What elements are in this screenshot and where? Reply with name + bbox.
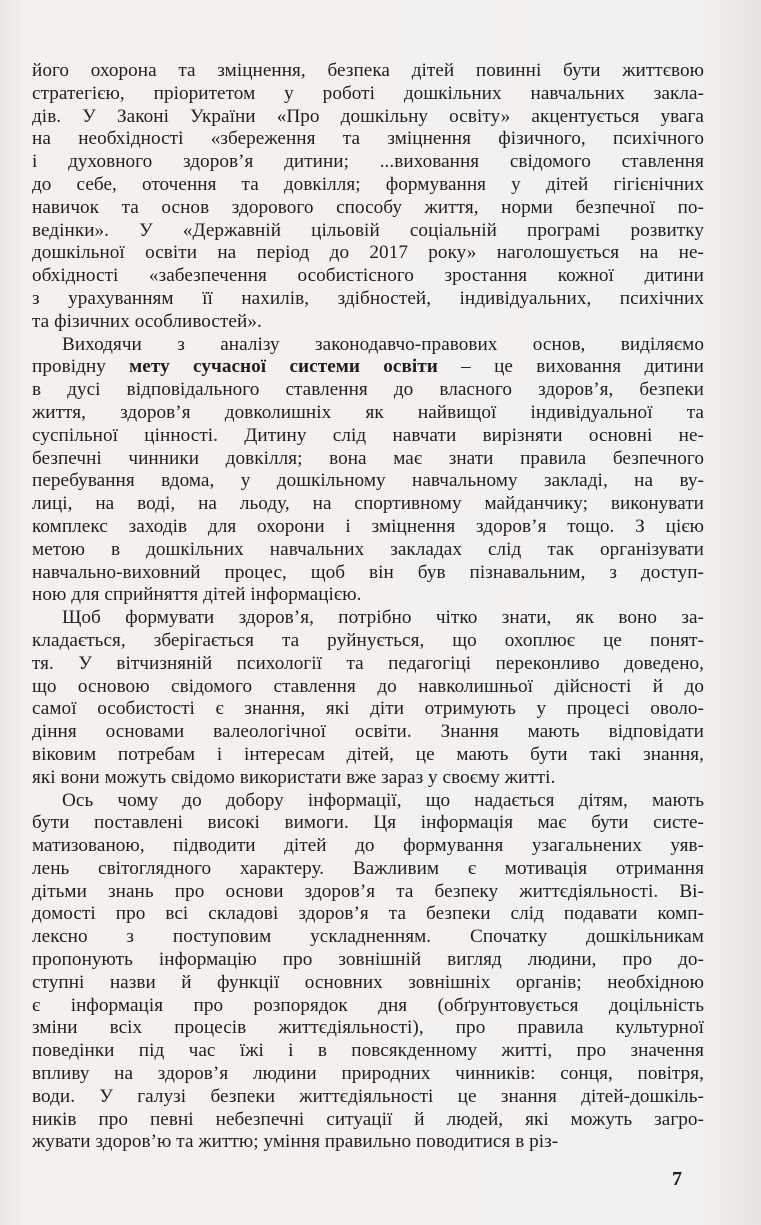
text-line: стратегією, пріоритетом у роботі дошкільних навчальних закла- xyxy=(32,82,704,104)
text-line: лиці, на воді, на льоду, на спортивному майданчику; виконувати xyxy=(32,493,704,515)
paragraph xyxy=(32,790,704,1155)
text-line: пропонують інформацію про зовнішній вигляд людини, про до- xyxy=(32,949,704,971)
text-line: лень світоглядного характеру. Важливим є мотивація отримання xyxy=(32,857,704,879)
text-line: і духовного здоров’я дитини; ...виховання свідомого ставлення xyxy=(32,151,704,173)
emphasis: мету сучасної системи освіти xyxy=(129,356,438,378)
text-line: поведінки під час їжі і в повсякденному житті, про значення xyxy=(32,1040,704,1062)
text-line: навчально-виховний процес, щоб він був пізнавальним, з доступ- xyxy=(32,561,704,583)
text-line: Ось чому до добору інформації, що надається дітям, мають xyxy=(62,789,704,811)
text-line: перебування вдома, у дошкільному навчальному закладі, на ву- xyxy=(32,470,704,492)
text-line: впливу на здоров’я людини природних чинників: сонця, повітря, xyxy=(32,1063,704,1085)
text-line: до себе, оточення та довкілля; формування у дітей гігієнічних xyxy=(32,173,704,195)
text-line: Щоб формувати здоров’я, потрібно чітко знати, як воно за- xyxy=(62,607,704,629)
text-line: домості про всі складові здоров’я та безпеки слід подавати комп- xyxy=(32,903,704,925)
text-line: провідну мету сучасної системи освіти – це виховання дитини xyxy=(32,356,704,378)
text-line: обхідності «забезпечення особистісного зростання кожної дитини xyxy=(32,265,704,287)
text-line: кладається, зберігається та руйнується, що охоплює це понят- xyxy=(32,629,704,651)
text-line: життя, здоров’я довколишніх як найвищої індивідуальної та xyxy=(32,401,704,423)
text-line: які вони можуть свідомо використати вже зараз у своєму житті. xyxy=(32,766,556,788)
text-line: безпечні чинники довкілля; вона має знати правила безпечного xyxy=(32,447,704,469)
text-line: комплекс заходів для охорони і зміцнення здоров’я тощо. З цією xyxy=(32,515,704,537)
paragraph xyxy=(32,60,704,334)
text-line: ників про певні небезпечні ситуації й людей, які можуть загро- xyxy=(32,1108,704,1130)
text-line: метою в дошкільних навчальних закладах слід так організувати xyxy=(32,538,704,560)
text-line: ведінки». У «Державній цільовій соціальній програмі розвитку xyxy=(32,219,704,241)
text-line: його охорона та зміцнення, безпека дітей повинні бути життєвою xyxy=(32,60,704,81)
text-line: жувати здоров’ю та життю; уміння правильно поводитися в різ- xyxy=(32,1131,559,1153)
text-line: дітьми знань про основи здоров’я та безпеку життєдіяльності. Ві- xyxy=(32,880,704,902)
text-line: віковим потребам і інтересам дітей, це мають бути такі знання, xyxy=(32,743,704,765)
text-line: матизованою, підводити дітей до формування узагальнених уяв- xyxy=(32,835,704,857)
paragraph xyxy=(32,607,704,789)
text-line: навичок та основ здорового способу життя, норми безпечної по- xyxy=(32,196,704,218)
text-line: лексно з поступовим ускладненням. Спочатку дошкільникам xyxy=(32,926,704,948)
text-line: дів. У Законі України «Про дошкільну освіту» акцентується увага xyxy=(32,105,704,127)
text-line: діння основами валеологічної освіти. Знання мають відповідати xyxy=(32,721,704,743)
text-line: що основою свідомого ставлення до навколишньої дійсності й до xyxy=(32,675,704,697)
text-line: є інформація про розпорядок дня (обґрунтовується доцільність xyxy=(32,994,704,1016)
body-text xyxy=(32,60,704,1154)
text-line: Виходячи з аналізу законодавчо-правових основ, виділяємо xyxy=(62,333,704,355)
text-line: дошкільної освіти на період до 2017 року» наголошується на не- xyxy=(32,242,704,264)
text-line: суспільної цінності. Дитину слід навчати вирізняти основні не- xyxy=(32,424,704,446)
text-line: та фізичних особливостей». xyxy=(32,310,262,332)
text-line: води. У галузі безпеки життєдіяльності це знання дітей-дошкіль- xyxy=(32,1085,704,1107)
paragraph xyxy=(32,334,704,608)
page-number: 7 xyxy=(672,1168,682,1190)
text-line: ступні назви й функції основних зовнішніх органів; необхідною xyxy=(32,971,704,993)
text-line: зміни всіх процесів життєдіяльності), про правила культурної xyxy=(32,1017,704,1039)
text-line: самої особистості є знання, які діти отримують у процесі оволо- xyxy=(32,698,704,720)
text-line: з урахуванням її нахилів, здібностей, індивідуальних, психічних xyxy=(32,287,704,309)
text-line: в дусі відповідального ставлення до власного здоров’я, безпеки xyxy=(32,379,704,401)
text-line: бути поставлені високі вимоги. Ця інформація має бути систе- xyxy=(32,812,704,834)
text-line: на необхідності «збереження та зміцнення фізичного, психічного xyxy=(32,128,704,150)
text-line: тя. У вітчизняній психології та педагогіці переконливо доведено, xyxy=(32,652,704,674)
text-line: ною для сприйняття дітей інформацією. xyxy=(32,584,362,606)
